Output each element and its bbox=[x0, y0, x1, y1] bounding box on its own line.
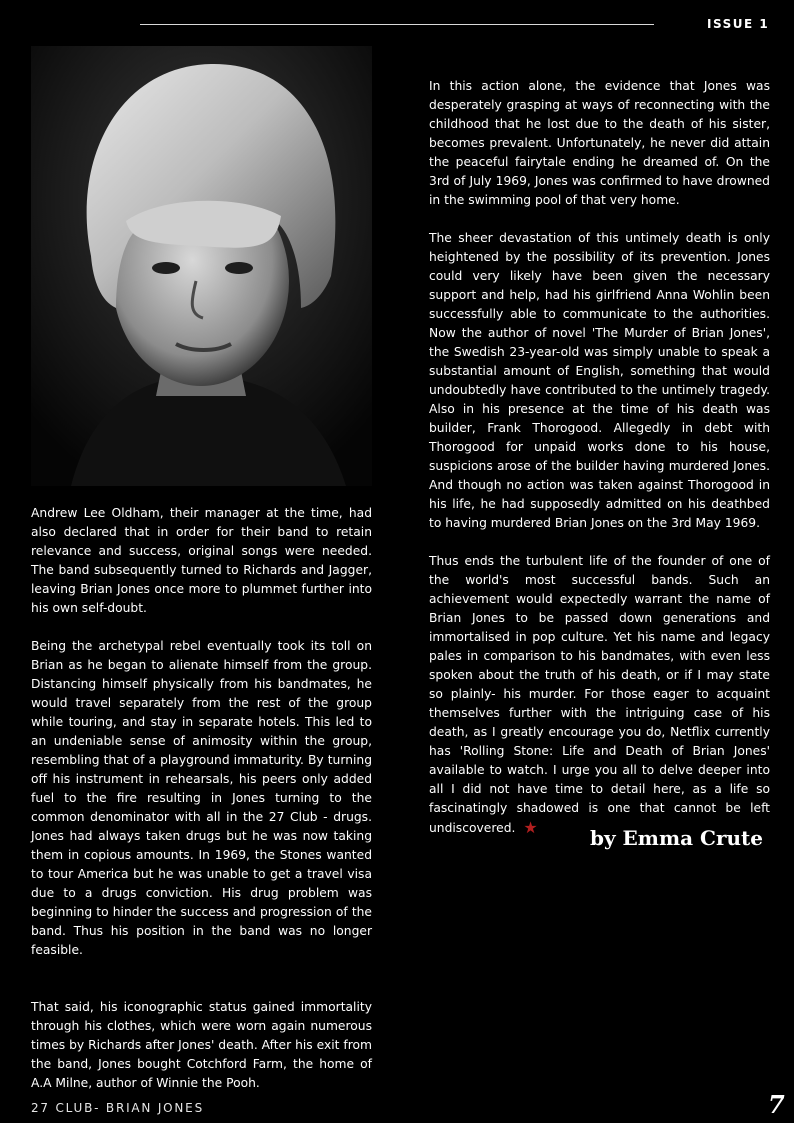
issue-label: ISSUE 1 bbox=[707, 17, 770, 31]
paragraph bbox=[429, 552, 770, 838]
paragraph: In this action alone, the evidence that Jones was desperately grasping at ways of reconnecting with the childhood that he lost due to the death of his sister, becomes prevalent. Unfortunately, he never did attain the peaceful fairytale ending he dreamed of. On the 3rd of July 1969, Jones was confirmed to have drowned in the swimming pool of that very home. bbox=[429, 79, 770, 207]
star-icon: ★ bbox=[523, 818, 538, 837]
paragraph: The sheer devastation of this untimely death is only heightened by the possibility of its prevention. Jones could very likely have been given the necessary support and help, had his girlfriend Anna Wohlin been successfully able to communicate to the authorities. Now the author of novel 'The Murder of Brian Jones', the Swedish 23-year-old was simply unable to speak a substantial amount of English, something that would undoubtedly have contributed to the untimely tragedy. Also in his presence at the time of his death was builder, Frank Thorogood. Allegedly in debt with Thorogood for unpaid works done to his house, suspicions arose of the builder having murdered Jones. And though no action was taken against Thorogood in his life, he had supposedly admitted on his deathbed to having murdered Brian Jones on the 3rd May 1969. bbox=[429, 231, 770, 530]
footer-section-title: 27 CLUB- BRIAN JONES bbox=[31, 1101, 204, 1115]
page-number: 7 bbox=[768, 1090, 785, 1119]
paragraph: Being the archetypal rebel eventually took its toll on Brian as he began to alienate himself from the group. Distancing himself physically from his bandmates, he would travel separately from the rest of the group while touring, and stay in separate hotels. This led to an undeniable sense of animosity within the group, resembling that of a playground immaturity. By turning off his instrument in rehearsals, his peers only added fuel to the fire resulting in Jones turning to the common denominator with all in the 27 Club - drugs. Jones had always taken drugs but he was now taking them in copious amounts. In 1969, the Stones wanted to tour America but he was unable to get a travel visa due to a drugs conviction. His drug problem was beginning to hinder the success and progression of the band. Thus his position in the band was no longer feasible. bbox=[31, 639, 372, 957]
right-column bbox=[429, 77, 770, 838]
paragraph: That said, his iconographic status gained immortality through his clothes, which were worn again numerous times by Richards after Jones' death. After his exit from the band, Jones bought Cotchford Farm, the home of A.A Milne, author of Winnie the Pooh. bbox=[31, 1000, 372, 1090]
header-rule bbox=[140, 24, 654, 25]
author-byline: by Emma Crute bbox=[589, 826, 763, 850]
portrait-photo bbox=[31, 46, 372, 486]
paragraph-text: Thus ends the turbulent life of the founder of one of the world's most successful bands. Such an achievement would expectedly warrant the name of Brian Jones to be passed down generations and immortalised in pop culture. Yet his name and legacy pales in comparison to his bandmates, with even less spoken about the truth of his death, or if I may state so plainly- his murder. For those eager to acquaint themselves further with the intriguing case of his death, as I greatly encourage you do, Netflix currently has 'Rolling Stone: Life and Death of Brian Jones' available to watch. I urge you all to delve deeper into all I did not have time to detail here, as a life so fascinatingly shadowed is one that cannot be left undiscovered. bbox=[429, 554, 770, 835]
paragraph: Andrew Lee Oldham, their manager at the time, had also declared that in order for their band to retain relevance and success, original songs were needed. The band subsequently turned to Richards and Jagger, leaving Brian Jones once more to plummet further into his own self-doubt. bbox=[31, 506, 372, 615]
left-column bbox=[31, 504, 372, 1093]
